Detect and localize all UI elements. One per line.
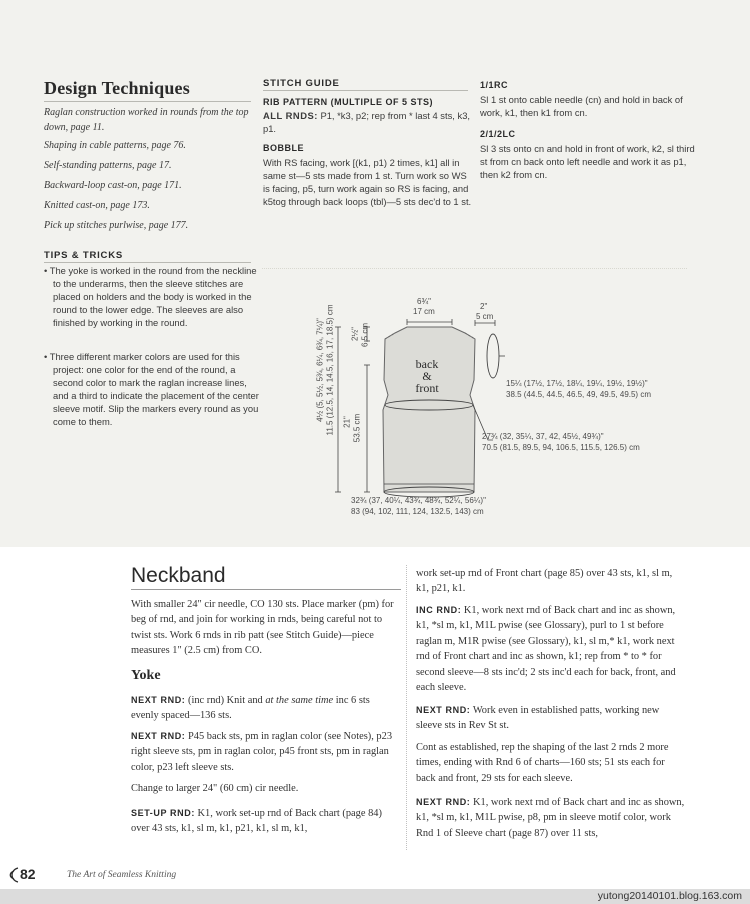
label-back: back [415,357,439,371]
schematic-label [405,358,449,394]
chest-circumference-cm: 70.5 (81.5, 89.5, 94, 106.5, 115.5, 126.5) cm [482,443,640,452]
tips-title: TIPS & TRICKS [44,250,124,261]
body-shape [383,327,475,492]
next-rnd-label: NEXT RND: [416,797,471,807]
step-text: K1, work set-up rnd of Back chart (page 84) over 43 sts, k1, sl m, k1, p21, k1, sl m, k1, [131,808,382,835]
cable-1-1rc-text: Sl 1 st onto cable needle (cn) and hold in back of work, k1, then k1 from cn. [480,94,683,118]
technique-item: Pick up stitches purlwise, page 177. [44,220,189,231]
body-length-in: 21" [342,416,352,428]
body-length-cm: 53.5 cm [352,413,362,443]
yoke-title: Yoke [131,668,161,683]
inc-rnd-step [416,603,686,695]
page-number: 82 [20,866,36,882]
neck-width-in: 6¾" [417,297,431,306]
inc-rnd-label: INC RND: [416,605,462,615]
step-text: Work even in established patts, working new sleeve sts in Rev St st. [416,705,660,732]
chest-circumference-in: 27¾ (32, 35¼, 37, 42, 45½, 49¾)" [482,432,604,441]
bobble-text: With RS facing, work [(k1, p1) 2 times, k1] all in same st—5 sts made from 1 st. Turn work so WS is facing, p5, turn work again so RS is facing, and k5tog through back loops (tbl)—5 sts dec'd to 1 st. [263,157,472,207]
sleeve-circumference-ellipse [487,334,499,378]
armhole-depth-in: 2½" [350,327,360,341]
step-text: K1, work next rnd of Back chart and inc as shown, k1, *sl m, k1, M1L pwise, p8, pm in sleeve motif color, work Rnd 1 of Sleeve chart (page 87) over 11 sts, [416,797,685,839]
step-text: (inc rnd) Knit and [185,695,266,706]
technique-item: Backward-loop cast-on, page 171. [44,180,182,191]
all-rnds-label: ALL RNDS: [263,110,318,121]
rib-pattern-heading: RIB PATTERN (MULTIPLE OF 5 STS) [263,97,433,107]
bobble-heading: BOBBLE [263,143,304,153]
watermark-url: yutong20140101.blog.163.com [597,890,742,902]
cable-2-1-2lc-heading: 2/1/2LC [480,129,516,139]
step-text: P45 back sts, pm in raglan color (see Notes), p23 right sleeve sts, pm in raglan color, p45 front sts, pm in raglan color, p23 left sleeve sts. [131,731,393,773]
armhole-depth-cm: 6.5 cm [360,322,370,348]
cable-2-1-2lc-text: Sl 3 sts onto cn and hold in front of work, k2, sl third st from cn back onto left needle and work it as p1, then k2 from cn. [480,143,695,180]
stitch-guide-title: STITCH GUIDE [263,78,340,89]
yoke-depth-in: 4½ (5, 5½, 5¾, 6¼, 6¾, 7¼)" [315,318,325,422]
yoke-setup-rnd [131,806,396,837]
tip-item: • The yoke is worked in the round from the neckline to the underarms, then the sleeve stitches are placed on holders and the body is worked in the round to the lower edge. The sleeves are also finished by working in the round. [44,265,257,328]
neck-width-cm: 17 cm [413,307,435,316]
step-text: inc 6 sts evenly spaced—136 sts. [131,695,370,722]
technique-item: Self-standing patterns, page 17. [44,160,172,171]
yoke-depth-cm: 11.5 (12.5, 14, 14.5, 16, 17, 18.5) cm [325,304,335,436]
yoke-step-purl-rnd [131,729,396,775]
cable-1-1rc-heading: 1/1RC [480,80,509,90]
next-rnd-label: NEXT RND: [131,695,186,705]
technique-item: Knitted cast-on, page 173. [44,200,150,211]
step-text: K1, work next rnd of Back chart and inc as shown, k1, *sl m, k1, M1L pwise (see Glossary), purl to 1 st before raglan m, M1R pwise (see Glossary), k1, sl m,* k1, work next rnd of Front chart and inc as shown, k1; rep from * to * for second sleeve—8 sts inc'd; 2 sts inc'd each for back, front, and each sleeve. [416,605,676,694]
design-techniques-title: Design Techniques [44,78,190,98]
setup-rnd-continued: work set-up rnd of Front chart (page 85) over 43 sts, k1, sl m, k1, p21, k1. [416,568,673,595]
yoke-step-inc-rnd [131,693,396,724]
technique-item: Raglan construction worked in rounds from the top down, page 11. [44,107,249,133]
step-emphasis: at the same time [265,695,334,706]
sleeve-motif-step [416,795,686,841]
column-divider [406,565,408,850]
neckband-instructions: With smaller 24" cir needle, CO 130 sts. Place marker (pm) for beg of rnd, and join for working in rnds, being careful not to twist sts. Work 6 rnds in rib patt (see Stitch Guide)—piece measures 1" (2.5 cm) from CO. [131,599,394,657]
tip-item: • Three different marker colors are used for this project: one color for the end of the round, a second color to mark the raglan increase lines, and a third to indicate the placement of the center sleeve motif. Slip the markers every round as you come to them. [44,351,259,427]
setup-rnd-label: SET-UP RND: [131,808,195,818]
technique-item: Shaping in cable patterns, page 76. [44,140,186,151]
sleeve-circumference-cm: 38.5 (44.5, 44.5, 46.5, 49, 49.5, 49.5) cm [506,390,651,399]
label-ampersand: & [422,369,432,383]
page-ornament-icon [6,866,20,884]
hem-circumference-cm: 83 (94, 102, 111, 124, 132.5, 143) cm [351,507,484,516]
sleeve-circumference-in: 15¼ (17½, 17½, 18¼, 19¼, 19½, 19½)" [506,379,648,388]
label-front: front [415,381,439,395]
yoke-change-needle: Change to larger 24" (60 cm) cir needle. [131,783,299,794]
neckband-title: Neckband [131,564,226,587]
work-even-step [416,703,686,734]
shoulder-width-in: 2" [480,302,488,311]
next-rnd-label: NEXT RND: [131,731,186,741]
book-title: The Art of Seamless Knitting [67,870,177,880]
repeat-shaping-step: Cont as established, rep the shaping of the last 2 rnds 2 more times, ending with Rnd 6 of charts—160 sts; 51 sts each for back and front, 29 sts for each sleeve. [416,742,669,784]
rib-instructions: P1, *k3, p2; rep from * last 4 sts, k3, p1. [263,110,471,134]
divider [131,589,401,590]
hem-circumference-in: 32¾ (37, 40¼, 43¾, 48¾, 52¼, 56¼)" [351,496,486,505]
shoulder-width-cm: 5 cm [476,312,494,321]
next-rnd-label: NEXT RND: [416,705,471,715]
